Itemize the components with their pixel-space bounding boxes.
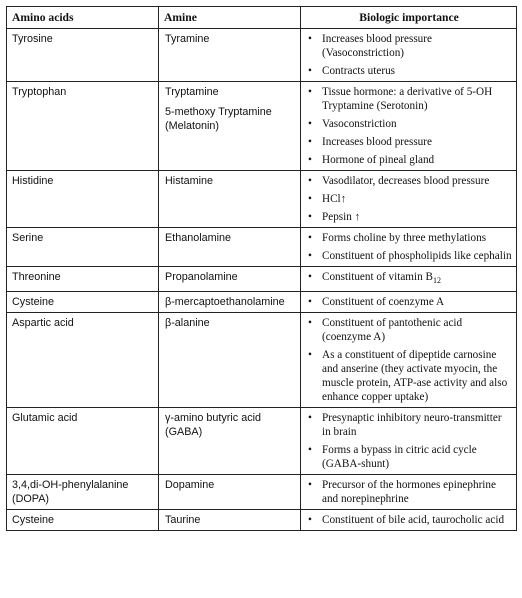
importance-list xyxy=(306,231,512,263)
amino-acid-cell: Tryptophan xyxy=(7,82,159,171)
amino-acid-cell: Aspartic acid xyxy=(7,313,159,408)
importance-item: • Constituent of vitamin $B_{12}$ xyxy=(306,270,512,288)
importance-cell xyxy=(301,292,517,313)
table-row xyxy=(7,408,517,475)
table-row xyxy=(7,292,517,313)
importance-item: • Constituent of pantothenic acid (coenzyme A) xyxy=(306,316,512,344)
importance-list xyxy=(306,295,512,309)
amine-cell xyxy=(159,313,301,408)
amino-acid-cell: Histidine xyxy=(7,171,159,228)
amine-name: Taurine xyxy=(165,514,201,527)
importance-list xyxy=(306,85,512,167)
amine-cell xyxy=(159,267,301,292)
amino-acid-cell: Threonine xyxy=(7,267,159,292)
importance-list xyxy=(306,316,512,404)
importance-cell xyxy=(301,313,517,408)
importance-cell xyxy=(301,82,517,171)
importance-item: • Forms choline by three methylations xyxy=(306,231,512,245)
amine-name: Tryptamine xyxy=(165,86,219,98)
importance-item: • Constituent of phospholipids like cephalin xyxy=(306,249,512,263)
importance-item: • Contracts uterus xyxy=(306,64,512,78)
amine-cell xyxy=(159,408,301,475)
importance-item: • Increases blood pressure xyxy=(306,135,512,149)
amino-acid-cell: Cysteine xyxy=(7,292,159,313)
importance-item: • Vasodilator, decreases blood pressure xyxy=(306,174,512,188)
header-amine: Amine xyxy=(159,7,301,29)
amino-acid-cell: Serine xyxy=(7,228,159,267)
importance-item: • Vasoconstriction xyxy=(306,117,512,131)
table-row xyxy=(7,82,517,171)
header-biologic-importance: Biologic importance xyxy=(301,7,517,29)
importance-cell xyxy=(301,267,517,292)
amine-name: Dopamine xyxy=(165,479,215,492)
table-row xyxy=(7,29,517,82)
importance-item: • As a constituent of dipeptide carnosine and anserine (they activate myocin, the muscle protein, ATP-ase activity and also enhance copper uptake) xyxy=(306,348,512,404)
amine-name: Propanolamine xyxy=(165,271,238,283)
amine-cell xyxy=(159,475,301,510)
amine-cell xyxy=(159,82,301,171)
importance-list xyxy=(306,32,512,78)
amine-name: Ethanolamine xyxy=(165,232,232,244)
table-row xyxy=(7,267,517,292)
table-row xyxy=(7,475,517,510)
amine-table xyxy=(6,6,517,531)
importance-item: • Precursor of the hormones epinephrine and norepinephrine xyxy=(306,478,512,506)
importance-item: • Constituent of coenzyme A xyxy=(306,295,512,309)
table-row xyxy=(7,171,517,228)
importance-cell xyxy=(301,408,517,475)
table-row xyxy=(7,228,517,267)
amino-acid-cell: Cysteine xyxy=(7,510,159,531)
importance-item: • HCl↑ xyxy=(306,192,512,206)
importance-list xyxy=(306,270,512,288)
importance-cell xyxy=(301,510,517,531)
table-body xyxy=(7,29,517,531)
importance-item: • Presynaptic inhibitory neuro-transmitter in brain xyxy=(306,411,512,439)
amine-cell xyxy=(159,510,301,531)
importance-list xyxy=(306,411,512,471)
importance-cell xyxy=(301,171,517,228)
amino-acid-cell: 3,4,di-OH-phenylalanine (DOPA) xyxy=(7,475,159,510)
table-row xyxy=(7,510,517,531)
amine-name: β-alanine xyxy=(165,317,210,330)
amine-cell xyxy=(159,29,301,82)
importance-cell xyxy=(301,29,517,82)
importance-item: • Tissue hormone: a derivative of 5-OH Tryptamine (Serotonin) xyxy=(306,85,512,113)
header-amino-acids: Amino acids xyxy=(7,7,159,29)
header-row xyxy=(7,7,517,29)
importance-cell xyxy=(301,475,517,510)
importance-list xyxy=(306,513,512,527)
importance-list xyxy=(306,174,512,224)
amine-cell xyxy=(159,228,301,267)
amine-cell xyxy=(159,171,301,228)
importance-list xyxy=(306,478,512,506)
importance-item: • Pepsin ↑ xyxy=(306,210,512,224)
amine-name: Tyramine xyxy=(165,33,210,45)
amine-cell xyxy=(159,292,301,313)
amine-name: β-mercaptoethanolamine xyxy=(165,296,285,309)
amine-name: γ-amino butyric acid (GABA) xyxy=(165,412,262,439)
amino-acid-cell: Glutamic acid xyxy=(7,408,159,475)
importance-item: • Constituent of bile acid, taurocholic acid xyxy=(306,513,512,527)
table-row xyxy=(7,313,517,408)
amine-name: Histamine xyxy=(165,175,214,187)
amino-acid-cell: Tyrosine xyxy=(7,29,159,82)
importance-cell xyxy=(301,228,517,267)
importance-item: • Increases blood pressure (Vasoconstriction) xyxy=(306,32,512,60)
table-header xyxy=(7,7,517,29)
amine-name: 5-methoxy Tryptamine (Melatonin) xyxy=(165,106,272,132)
importance-item: • Forms a bypass in citric acid cycle (GABA-shunt) xyxy=(306,443,512,471)
importance-item: • Hormone of pineal gland xyxy=(306,153,512,167)
